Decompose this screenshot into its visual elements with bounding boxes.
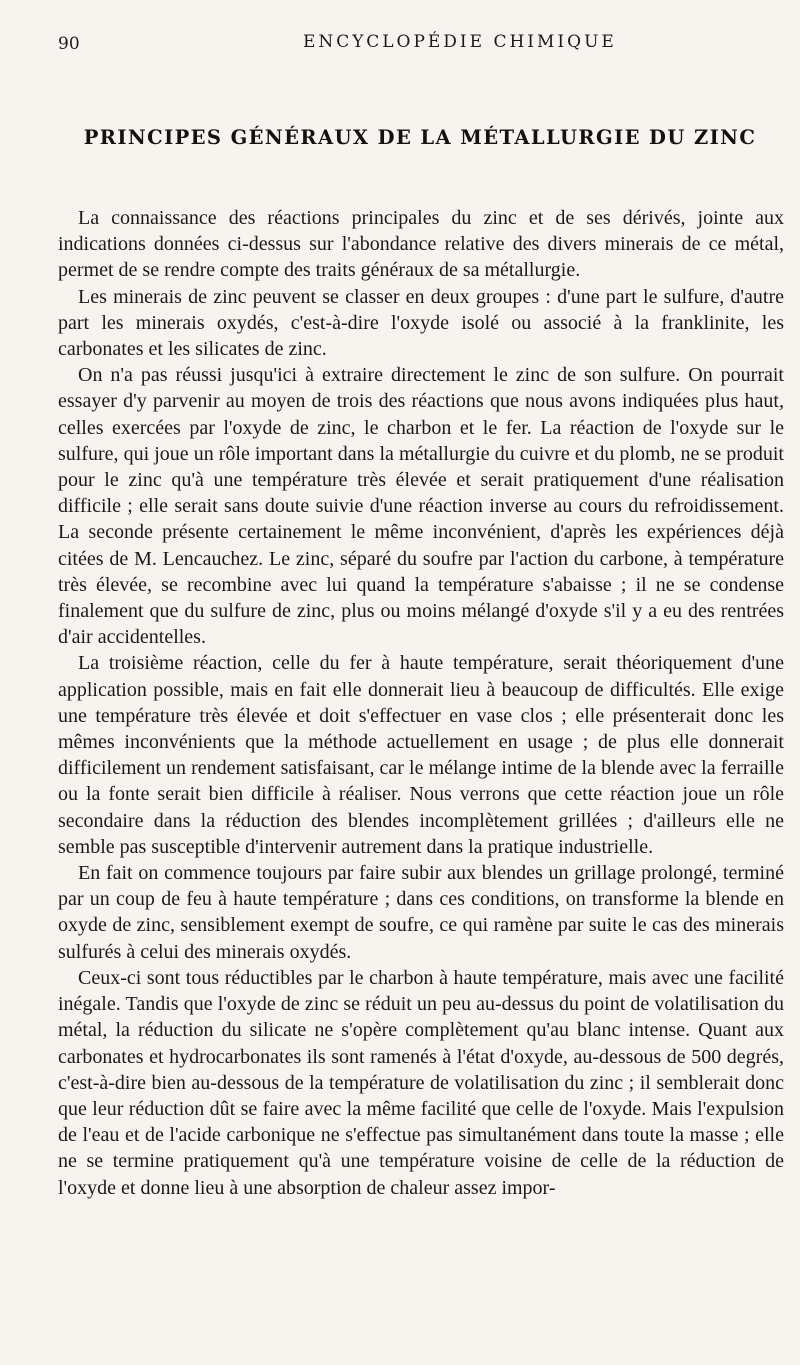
running-head: ENCYCLOPÉDIE CHIMIQUE — [303, 32, 617, 52]
paragraph: La connaissance des réactions principales du zinc et de ses dérivés, jointe aux indications données ci-dessus sur l'abondance relative des divers minerais de ce métal, permet de se rendre compte des traits généraux de sa métallurgie. — [58, 207, 784, 282]
paragraph: On n'a pas réussi jusqu'ici à extraire directement le zinc de son sulfure. On pourrait essayer d'y parvenir au moyen de trois des réactions que nous avons indiquées plus haut, celles exercées par l'oxyde de zinc, le charbon et le fer. La réaction de l'oxyde sur le sulfure, qui joue un rôle important dans la métallurgie du cuivre et du plomb, ne se produit pour le zinc qu'à une température très élevée et serait pratiquement d'une réalisation difficile ; elle serait sans doute suivie d'une réaction inverse au cours du refroidissement. La seconde présente certainement le même inconvénient, d'après les expériences déjà citées de M. Lencauchez. Le zinc, séparé du soufre par l'action du carbone, à température très élevée, se recombine avec lui quand la température s'abaisse ; il ne se condense finalement que du sulfure de zinc, plus ou moins mélangé d'oxyde s'il y a eu des rentrées d'air accidentelles. — [58, 364, 784, 649]
paragraph: Ceux-ci sont tous réductibles par le charbon à haute température, mais avec une facilité inégale. Tandis que l'oxyde de zinc se réduit un peu au-dessus du point de volatilisation du métal, la réduction du silicate ne s'opère complètement qu'au blanc intense. Quant aux carbonates et hydrocarbonates ils sont ramenés à l'état d'oxyde, au-dessous de 500 degrés, c'est-à-dire bien au-dessous de la température de volatilisation du zinc ; il semblerait donc que leur réduction dût se faire avec la même facilité que celle de l'oxyde. Mais l'expulsion de l'eau et de l'acide carbonique ne s'effectue pas simultanément dans toute la masse ; elle ne se termine pratiquement qu'à une température voisine de celle de la réduction de l'oxyde et donne lieu à une absorption de chaleur assez impor- — [58, 966, 784, 1199]
section-title: PRINCIPES GÉNÉRAUX DE LA MÉTALLURGIE DU ZINC — [83, 126, 757, 149]
body-text — [58, 205, 784, 1201]
page-number: 90 — [58, 34, 80, 54]
paragraph: Les minerais de zinc peuvent se classer en deux groupes : d'une part le sulfure, d'autre part les minerais oxydés, c'est-à-dire l'oxyde isolé ou associé à la franklinite, les carbonates et les silicates de zinc. — [58, 285, 784, 361]
page-header — [58, 30, 780, 60]
paragraph: En fait on commence toujours par faire subir aux blendes un grillage prolongé, terminé par un coup de feu à haute température ; dans ces conditions, on transforme la blende en oxyde de zinc, sensiblement exempt de soufre, ce qui ramène par suite le cas des minerais sulfurés à celui des minerais oxydés. — [58, 862, 784, 963]
paragraph: La troisième réaction, celle du fer à haute température, serait théoriquement d'une application possible, mais en fait elle donnerait lieu à beaucoup de difficultés. Elle exige une température très élevée et doit s'effectuer en vase clos ; elle présenterait donc les mêmes inconvénients que la méthode actuellement en usage ; de plus elle donnerait difficilement un rendement satisfaisant, car le mélange intime de la blende avec la ferraille ou la fonte serait bien difficile à réaliser. Nous verrons que cette réaction joue un rôle secondaire dans la réduction des blendes incomplètement grillées ; d'ailleurs elle ne semble pas susceptible d'intervenir autrement dans la pratique industrielle. — [58, 652, 784, 858]
